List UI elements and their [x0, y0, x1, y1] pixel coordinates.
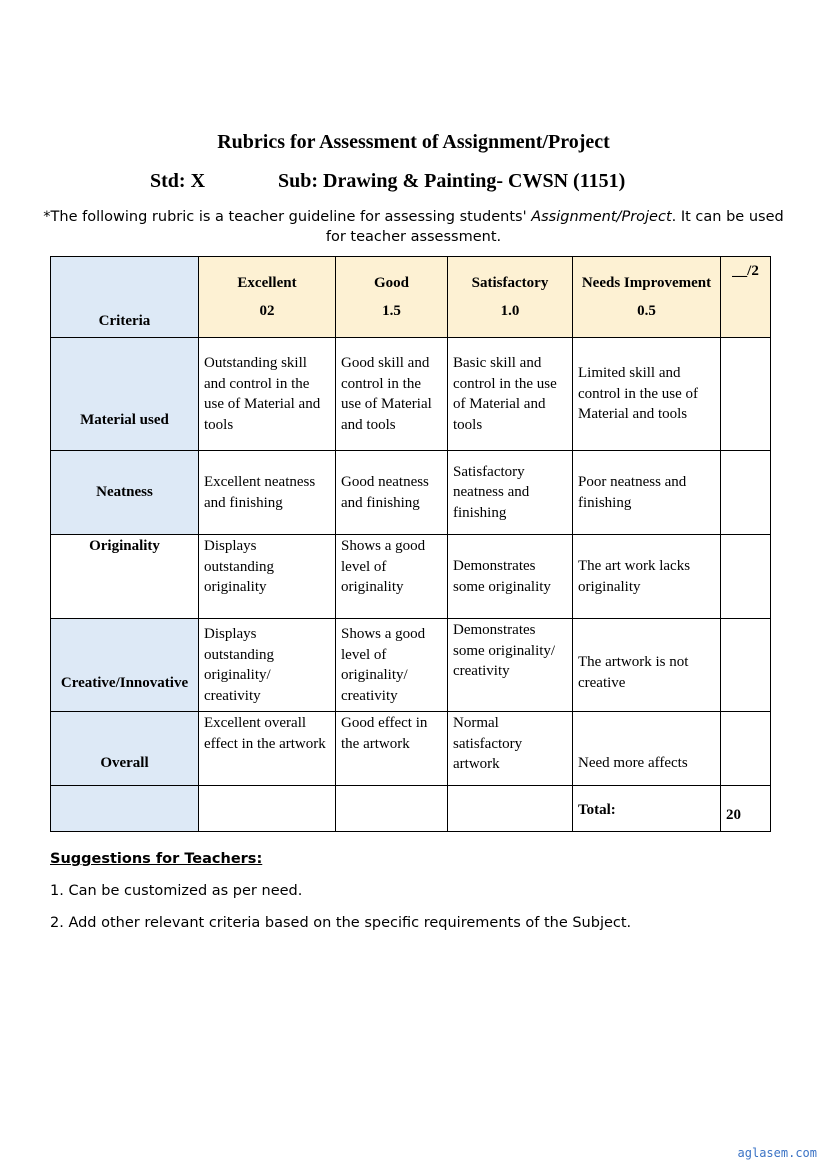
rubric-cell: The artwork is not creative: [573, 619, 721, 712]
level-label: Good: [373, 274, 409, 291]
level-header-needs-improvement: [573, 257, 721, 338]
criterion-neatness: Neatness: [51, 451, 199, 535]
rubric-cell: Satisfactory neatness and finishing: [448, 451, 573, 535]
marks-header: __/2: [721, 257, 771, 338]
rubric-cell: Demonstrates some originality: [448, 535, 573, 619]
marks-cell: [721, 619, 771, 712]
rubric-table: [50, 256, 771, 832]
criterion-empty: [51, 786, 199, 832]
rubric-cell: Demonstrates some originality/ creativity: [448, 619, 573, 712]
level-score: 1.5: [382, 303, 401, 319]
level-header-satisfactory: [448, 257, 573, 338]
document-title: Rubrics for Assessment of Assignment/Project: [217, 131, 610, 153]
rubric-cell: Shows a good level of originality/ creativity: [336, 619, 448, 712]
level-header-excellent: [199, 257, 336, 338]
total-row: [51, 786, 771, 832]
rubric-cell: Basic skill and control in the use of Material and tools: [448, 338, 573, 451]
table-row: [51, 712, 771, 786]
marks-cell: [721, 451, 771, 535]
suggestions-heading: Suggestions for Teachers:: [50, 851, 263, 867]
table-row: [51, 619, 771, 712]
intro-part: *The following rubric is a teacher guideline for assessing students': [43, 209, 532, 225]
standard-label: Std: X: [150, 170, 206, 192]
suggestion-item: 1. Can be customized as per need.: [50, 883, 303, 899]
level-label: Satisfactory: [471, 274, 549, 291]
table-row: [51, 535, 771, 619]
rubric-cell: Poor neatness and finishing: [573, 451, 721, 535]
level-score: 1.0: [500, 303, 520, 319]
criterion-overall: Overall: [51, 712, 199, 786]
criterion-material-used: Material used: [51, 338, 199, 451]
rubric-cell: Good skill and control in the use of Material and tools: [336, 338, 448, 451]
rubric-cell: Outstanding skill and control in the use of Material and tools: [199, 338, 336, 451]
marks-cell: [721, 535, 771, 619]
rubric-cell: The art work lacks originality: [573, 535, 721, 619]
level-score: 02: [259, 303, 275, 319]
rubric-cell: Limited skill and control in the use of Material and tools: [573, 338, 721, 451]
rubric-cell: Good neatness and finishing: [336, 451, 448, 535]
watermark: aglasem.com: [737, 1146, 817, 1160]
rubric-cell: Shows a good level of originality: [336, 535, 448, 619]
criterion-originality: Originality: [51, 535, 199, 619]
empty-cell: [336, 786, 448, 832]
rubric-cell: Displays outstanding originality: [199, 535, 336, 619]
rubric-cell: Good effect in the artwork: [336, 712, 448, 786]
rubric-cell: Need more affects: [573, 712, 721, 786]
rubric-cell: Displays outstanding originality/ creativity: [199, 619, 336, 712]
level-score: 0.5: [637, 303, 656, 319]
marks-cell: [721, 712, 771, 786]
intro-text: [40, 207, 787, 247]
empty-cell: [448, 786, 573, 832]
intro-italic: Assignment/Project: [531, 209, 672, 225]
intro-part: . It can be used for teacher assessment.: [325, 209, 784, 245]
suggestion-item: 2. Add other relevant criteria based on the specific requirements of the Subject.: [50, 915, 632, 931]
level-label: Needs Improvement: [581, 274, 712, 291]
rubric-cell: Normal satisfactory artwork: [448, 712, 573, 786]
total-label: Total:: [573, 786, 721, 832]
empty-cell: [199, 786, 336, 832]
table-row: [51, 338, 771, 451]
marks-cell: [721, 338, 771, 451]
level-header-good: [336, 257, 448, 338]
total-value: 20: [721, 786, 771, 832]
subject-label: Sub: Drawing & Painting- CWSN (1151): [278, 170, 626, 192]
criterion-creative-innovative: Creative/Innovative: [51, 619, 199, 712]
header-row: [51, 257, 771, 338]
rubric-cell: Excellent overall effect in the artwork: [199, 712, 336, 786]
criteria-header: Criteria: [51, 257, 199, 338]
table-row: [51, 451, 771, 535]
level-label: Excellent: [237, 274, 297, 291]
rubric-cell: Excellent neatness and finishing: [199, 451, 336, 535]
